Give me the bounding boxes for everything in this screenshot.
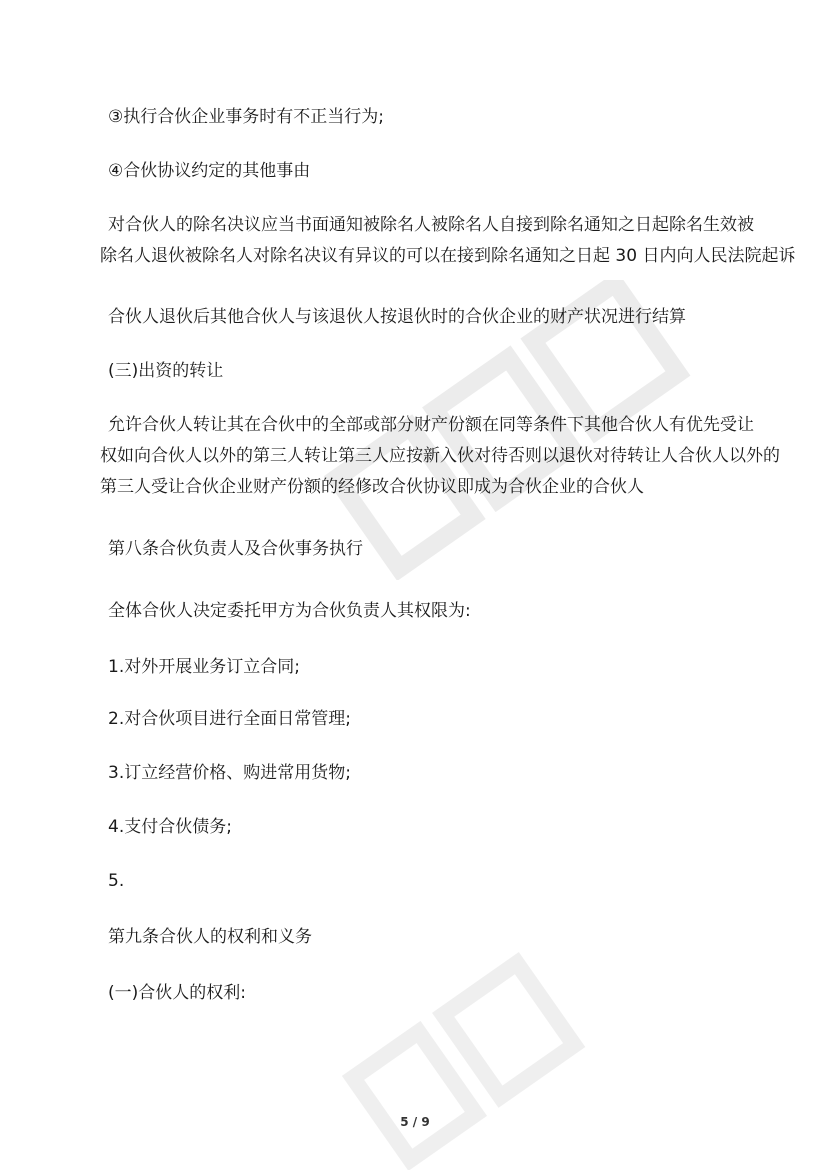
text-line: (三)出资的转让 <box>108 361 224 381</box>
paragraph-12 <box>108 812 748 843</box>
watermark-icon-lower <box>330 930 630 1170</box>
paragraph-2 <box>108 156 748 187</box>
paragraph-1 <box>108 102 748 133</box>
page-number: 5 / 9 <box>400 1115 430 1129</box>
paragraph-14 <box>108 922 748 953</box>
text-line: 第八条合伙负责人及合伙事务执行 <box>108 539 363 559</box>
text-line: ④合伙协议约定的其他事由 <box>108 161 311 181</box>
paragraph-3 <box>100 210 796 272</box>
paragraph-8 <box>108 596 748 627</box>
paragraph-4 <box>108 302 748 333</box>
text-line: 5. <box>108 871 125 891</box>
text-line: 2.对合伙项目进行全面日常管理; <box>108 709 351 729</box>
paragraph-9 <box>108 652 748 683</box>
text-line: 第九条合伙人的权利和义务 <box>108 927 312 947</box>
text-line: 全体合伙人决定委托甲方为合伙负责人其权限为: <box>108 601 471 621</box>
paragraph-10 <box>108 704 748 735</box>
paragraph-13 <box>108 866 748 897</box>
text-line: (一)合伙人的权利: <box>108 983 246 1003</box>
paragraph-5 <box>108 356 748 387</box>
text-line: 允许合伙人转让其在合伙中的全部或部分财产份额在同等条件下其他合伙人有优先受让 <box>108 415 754 435</box>
paragraph-7 <box>108 534 748 565</box>
text-line: 除名人退伙被除名人对除名决议有异议的可以在接到除名通知之日起 30 日内向人民法院起诉 <box>100 246 796 266</box>
text-line: 合伙人退伙后其他合伙人与该退伙人按退伙时的合伙企业的财产状况进行结算 <box>108 307 686 327</box>
text-line: 3.订立经营价格、购进常用货物; <box>108 763 351 783</box>
paragraph-11 <box>108 758 748 789</box>
paragraph-15 <box>108 978 748 1009</box>
text-line: ③执行合伙企业事务时有不正当行为; <box>108 107 384 127</box>
text-line: 4.支付合伙债务; <box>108 817 232 837</box>
text-line: 1.对外开展业务订立合同; <box>108 657 300 677</box>
paragraph-6 <box>100 410 780 503</box>
text-line: 对合伙人的除名决议应当书面通知被除名人被除名人自接到除名通知之日起除名生效被 <box>108 215 754 235</box>
text-line: 第三人受让合伙企业财产份额的经修改合伙协议即成为合伙企业的合伙人 <box>100 477 644 497</box>
text-line: 权如向合伙人以外的第三人转让第三人应按新入伙对待否则以退伙对待转让人合伙人以外的 <box>100 446 780 466</box>
